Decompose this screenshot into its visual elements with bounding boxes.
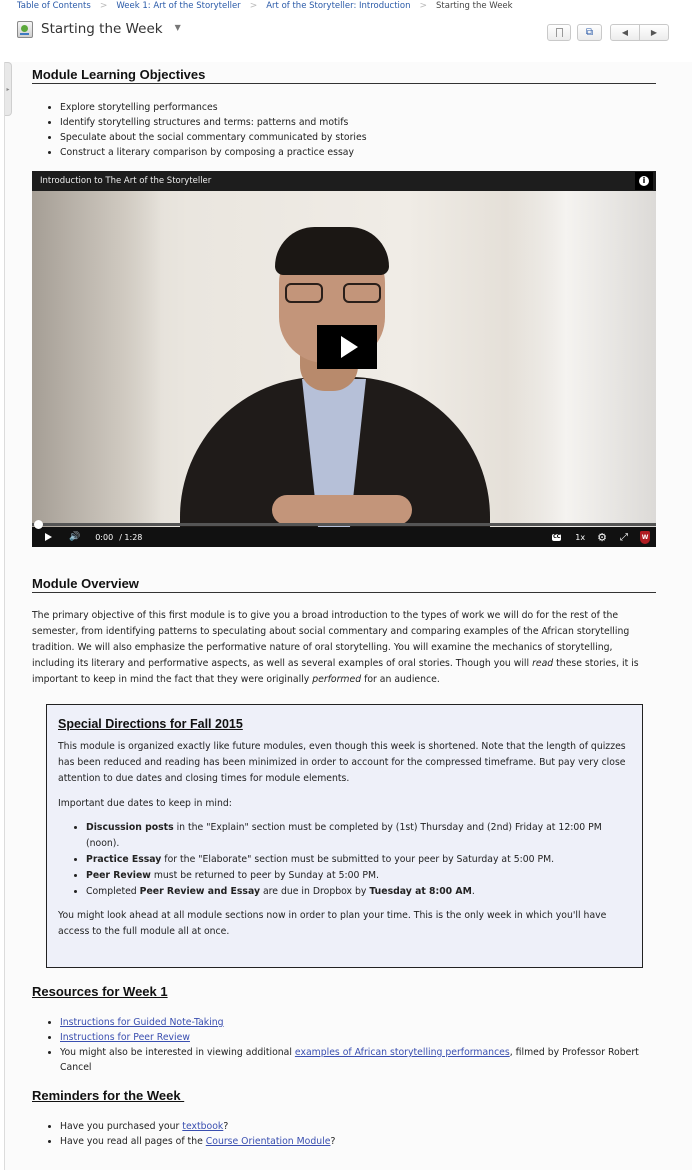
chevron-right-icon: ▸ [6,85,10,93]
list-item: • Completed Peer Review and Essay are due in Dropbox by Tuesday at 8:00 AM. [86,884,631,900]
video-progress-handle[interactable] [34,520,43,529]
volume-icon[interactable]: 🔊 [69,532,81,542]
storytelling-examples-link[interactable]: examples of African storytelling performances [294,1047,510,1058]
duration: / 1:28 [119,532,143,542]
breadcrumb-current: Starting the Week [436,1,513,11]
page-icon [17,21,33,38]
video-progress-bar[interactable] [32,523,656,526]
special-closing: You might look ahead at all module sections now in order to plan your time. This is the only week in which you'll have access to the full module all at once. [58,910,607,937]
list-item: • You might also be interested in viewing additional examples of African storytelling performances, filmed by Professor Robert Cancel [60,1045,656,1075]
fullscreen-icon[interactable]: ⤢ [620,531,628,543]
overview-text: The primary objective of this first module is to give you a broad introduction to the types of work we will do for the rest of the semester, from identifying patterns to speculating about social commentary and comparing examples of the African storytelling tradition. We will also emphasize the performative nature of oral storytelling. You will examine the mechanics of storytelling, including its literary and performative aspects, as well as several examples of oral stories. Though you will read these stories, it is important to keep in mind the fact that they were originally performed for an audience. [32,610,639,685]
objectives-list [32,100,656,160]
special-directions-box [46,704,643,968]
reminders-list [32,1119,656,1149]
due-dates-intro: Important due dates to keep in mind: [58,798,232,809]
breadcrumb-week-1[interactable]: Week 1: Art of the Storyteller [116,1,241,11]
breadcrumb-table-of-contents[interactable]: Table of Contents [17,1,91,11]
previous-topic-button[interactable] [611,25,639,40]
video-title: Introduction to The Art of the Storyteller [40,176,212,186]
list-item [60,1030,656,1045]
bookmark-icon [556,28,563,37]
list-item: • Practice Essay for the "Elaborate" section must be submitted to your peer by Saturday at 5:00 PM. [86,852,631,868]
breadcrumb [17,0,513,12]
list-item: • Have you purchased your textbook? [60,1119,656,1134]
current-time: 0:00 [95,532,114,542]
chevron-down-icon[interactable]: ▼ [174,23,181,32]
breadcrumb-separator-icon: > [99,1,108,11]
video-player[interactable] [32,171,656,547]
popout-icon: ⧉ [585,27,594,38]
bookmark-button[interactable] [547,24,571,41]
info-icon: i [639,176,649,186]
peer-review-link[interactable]: Instructions for Peer Review [60,1032,190,1043]
course-orientation-link[interactable]: Course Orientation Module [205,1136,331,1147]
textbook-link[interactable]: textbook [182,1121,224,1132]
special-intro: This module is organized exactly like future modules, even though this week is shortened. Note that the length of quizzes has been reduced and reading has been minimized in order to account for the compressed timeframe. But pay very close attention to due dates and closing times for module elements. [58,741,626,784]
playback-speed[interactable]: 1x [575,532,586,542]
list-item: • Speculate about the social commentary communicated by stories [60,130,656,145]
sidebar-toggle[interactable] [5,62,12,116]
brand-logo-icon[interactable]: W [640,531,650,544]
list-item: • Peer Review must be returned to peer by Sunday at 5:00 PM. [86,868,631,884]
play-icon[interactable] [45,533,52,541]
reminders-heading: Reminders for the Week [32,1088,185,1103]
cc-icon[interactable]: CC [553,533,561,540]
due-dates-list [58,820,631,900]
breadcrumb-introduction[interactable]: Art of the Storyteller: Introduction [266,1,411,11]
list-item: • Have you read all pages of the Course Orientation Module? [60,1134,656,1149]
triangle-left-icon: ◀ [621,28,629,37]
list-item: • Discussion posts in the "Explain" section must be completed by (1st) Thursday and (2nd) Friday at 12:00 PM (noon). [86,820,631,852]
page-title-bar[interactable] [17,18,181,40]
topic-nav-buttons [610,24,669,41]
resources-list [32,1015,656,1075]
resources-heading: Resources for Week 1 [32,984,168,999]
content-frame [4,62,692,1170]
play-icon [341,336,358,358]
breadcrumb-separator-icon: > [419,1,428,11]
list-item: • Construct a literary comparison by composing a practice essay [60,145,656,160]
page-title: Starting the Week [41,21,163,37]
special-directions-heading: Special Directions for Fall 2015 [58,717,243,731]
list-item: • Identify storytelling structures and terms: patterns and motifs [60,115,656,130]
objectives-heading: Module Learning Objectives [32,67,656,84]
gear-icon[interactable]: ⚙ [597,530,607,544]
list-item: • Explore storytelling performances [60,100,656,115]
play-overlay-button[interactable] [317,325,377,369]
info-button[interactable] [635,172,653,190]
breadcrumb-separator-icon: > [249,1,258,11]
video-controls [32,527,656,547]
popout-button[interactable] [577,24,602,41]
list-item [60,1015,656,1030]
next-topic-button[interactable] [639,25,668,40]
triangle-right-icon: ▶ [650,28,658,37]
guided-note-taking-link[interactable]: Instructions for Guided Note-Taking [60,1017,224,1028]
overview-heading: Module Overview [32,576,656,593]
video-title-bar [32,171,656,191]
